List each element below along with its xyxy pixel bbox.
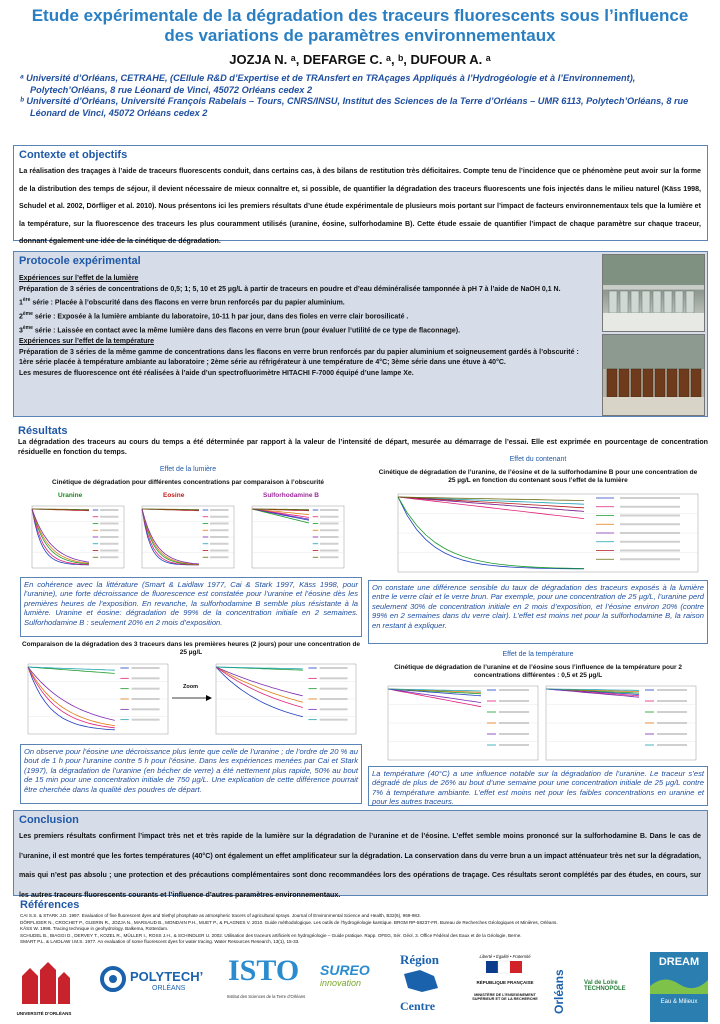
isto-logo: [222, 954, 310, 1022]
legend-label-placeholder: [210, 543, 228, 545]
orleans-logo: [548, 956, 578, 1018]
legend-label-placeholder: [132, 698, 160, 700]
protocole-sub-lumiere: Expériences sur l’effet de la lumière: [19, 275, 139, 282]
legend-label-placeholder: [100, 550, 118, 552]
sureo-sub: innovation: [320, 978, 362, 988]
legend-label-placeholder: [100, 523, 118, 525]
legend-label-placeholder: [132, 708, 160, 710]
legend-label-placeholder: [620, 541, 680, 543]
univ-orleans-logo: [14, 958, 74, 1018]
temperature-text: La température (40°C) a une influence notable sur la dégradation de l’uranine. Le traceur s’est dégradé de plus de 26% au bout d’une semaine pour une concentration initiale de 25 µg/L contre 7% à température ambiante. L’effet est moins net pour les faibles concentrations en uranine et pour les autres traceurs.: [368, 766, 708, 806]
lumiere-heading: Effet de la lumière: [159, 466, 217, 473]
protocole-serie-1: [19, 295, 594, 309]
legend-label-placeholder: [620, 550, 680, 552]
contenant-caption: Cinétique de dégradation de l’uranine, de l’éosine et de la sulforhodamine B pour une concentration de 25 µg/L en fonction du contenant sous l’effet de la lumière: [378, 469, 698, 484]
polytech-sub: ORLÉANS: [152, 985, 186, 992]
photo-flasks-light: [602, 254, 705, 332]
legend-label-placeholder: [100, 536, 118, 538]
serie-1-text: série : Placée à l’obscurité dans des flacons en verre brun renforcés par du papier aluminium.: [30, 299, 345, 307]
legend-label-placeholder: [320, 708, 348, 710]
polytech-logo: [100, 966, 210, 1006]
legend-label-placeholder: [320, 550, 338, 552]
legend-label-placeholder: [620, 497, 680, 499]
zoom-label: Zoom: [183, 684, 198, 690]
resultats-heading: Résultats: [18, 425, 68, 437]
protocole-line-1: Préparation de 3 séries de concentrations de 0,5; 1; 5, 10 et 25 µg/L à partir de traceurs en poudre et d’eau déminéralisée tamponnée à pH 7 à l’aide de NaOH 0,1 N.: [19, 285, 561, 293]
photo-flasks-brown-graphic: [603, 335, 704, 415]
region-sub: Centre: [400, 999, 436, 1013]
region-name: Région: [400, 952, 439, 967]
lumiere-plots: [18, 502, 363, 574]
legend-label-placeholder: [620, 523, 680, 525]
contexte-text: La réalisation des traçages à l’aide de traceurs fluorescents conduit, dans certains cas, à des bilans de restitution très déficitaires. Compte tenu de l’incidence que ce phénomène peut avoir sur la forme de la distribution des temps de séjour, il devient nécessaire de mieux connaître et, si possible, de quantifier la dégradation des traceurs fluorescents une fois injectés dans le milieu naturel (Käss 1998, Schudel et al. 2002, Dörfliger et al. 2010). Nous présentons ici les premiers résultats d’une étude expérimentale de plusieurs mois portant sur l’impact de facteurs environnementaux tels que la lumière et la température, sur la fluorescence des traceurs les plus couramment utilisés (uranine, éosine, sulforhodamine B). Cette étude essaie de quantifier l’impact de chaque paramètre sur chaque traceur, donnant également une idée de la cinétique de dégradation.: [19, 167, 701, 245]
contenant-plots: [380, 492, 702, 576]
legend-label-placeholder: [210, 536, 228, 538]
comparison-caption: Comparaison de la dégradation des 3 traceurs dans les premières heures (2 jours) pour une concentration de 25 µg/L: [21, 641, 361, 656]
contenant-text: On constate une différence sensible du taux de dégradation des traceurs exposés à la lumière entre le verre clair et le verre brun. Par exemple, pour une concentration de 25 µg/L, l’uranine perd seulement 30% de concentration initiale en 2 mois d’exposition, et l’éosine environ 20% (contre 99% en 2 semaines dans du verre clair). L’effet est moins net pour la sulforhodamine B, la raison en restant à expliquer.: [368, 580, 708, 644]
region-centre-map: [400, 968, 440, 994]
affiliations: [14, 73, 710, 119]
dream-name: DREAM: [658, 956, 700, 968]
lumiere-text: En cohérence avec la littérature (Smart & Laidlaw 1977, Cai & Stark 1997, Käss 1998, pour l’uranine), une forte décroissance de fluorescence est constatée pour l’uranine et l’éosine dès les premières heures de l’exposition. En revanche, la sulforhodamine B semble plus résistante à la lumière. Uranine et éosine: dégradation de 99% de la concentration initiale en 2 semaines. Sulforhodamine B : seulement 20% en 2 mois d’exposition.: [20, 577, 362, 637]
dream-wave: [650, 968, 708, 994]
legend-label-placeholder: [657, 744, 687, 746]
legend-label-placeholder: [320, 516, 338, 518]
reference-item: KÄSS W. 1998. Tracing technique in geohydrology. Balkema, Rotterdam.: [20, 926, 169, 932]
legend-label-placeholder: [100, 543, 118, 545]
protocole-line-3: Les mesures de fluorescence ont été réalisées à l’aide d’un spectrofluorimètre HITACHI F-7000 équipé d’une lampe Xe.: [19, 369, 414, 377]
references-heading: Références: [20, 899, 80, 911]
legend-label-placeholder: [320, 688, 348, 690]
legend-label-placeholder: [320, 509, 338, 511]
legend-label-placeholder: [657, 700, 687, 702]
serie-2-sup: ème: [22, 311, 33, 318]
legend-label-placeholder: [320, 536, 338, 538]
references-list: [20, 913, 710, 946]
rf-motto: Liberté • Égalité • Fraternité: [479, 954, 531, 959]
isto-sub: Institut des Sciences de la Terre d’Orléans: [226, 994, 306, 999]
region-centre-logo: [400, 952, 456, 1022]
protocole-sub-temperature: Expériences sur l’effet de la température: [19, 337, 154, 345]
section-contexte: [13, 145, 708, 245]
lumiere-caption: Cinétique de dégradation pour différentes concentrations par comparaison à l’obscurité: [52, 479, 324, 486]
resultats-intro: La dégradation des traceurs au cours du temps a été déterminée par rapport à la valeur de l’intensité de départ, mesurée au démarrage de l’essai. Elle est exprimée en pourcentage de concentration résiduelle en fonction du temps.: [18, 438, 708, 456]
serie-3-num: 3: [19, 327, 23, 335]
reference-item: SMART P.L. & LAIDLAW I.M.S. 1977. An evaluation of some fluorescent dyes for water tracing. Water Resources Research, 13(1), 15-33.: [20, 939, 300, 945]
legend-label-placeholder: [320, 677, 348, 679]
authors: JOZJA N. ᵃ, DEFARGE C. ᵃ, ᵇ, DUFOUR A. ᵃ: [229, 52, 491, 67]
legend-label-placeholder: [100, 556, 118, 558]
legend-label-placeholder: [499, 744, 529, 746]
protocole-serie-2: [19, 309, 594, 323]
affiliation-b: ᵇ Université d’Orléans, Université François Rabelais – Tours, CNRS/INSU, Institut des Sciences de la Terre d’Orléans – UMR 6113, Polytech’Orléans, 8 rue Léonard de Vinci, 45072 Orléans cedex 2: [20, 96, 689, 118]
isto-name: ISTO: [228, 954, 300, 987]
temperature-caption: Cinétique de dégradation de l’uranine et de l’éosine sous l’influence de la température pour 2 concentrations différentes : 0,5 et 25 µg/L: [394, 664, 682, 679]
protocole-text: [19, 274, 594, 379]
section-protocole: [13, 251, 708, 417]
legend-label-placeholder: [132, 719, 160, 721]
logo-bar: [0, 952, 720, 1024]
legend-label-placeholder: [320, 667, 348, 669]
section-conclusion: [13, 810, 708, 899]
legend-label-placeholder: [499, 700, 529, 702]
legend-label-placeholder: [100, 516, 118, 518]
reference-item: SCHUDEL B., BIAGGI D., DERVEY T., KOZEL R., MÜLLER I., ROSS J.H., & SCHINDLER U. 2002. Utilisation des traceurs artificiels en hydrogéologie – Guide pratique. Rapp. OFEG, Sér. Géol. 3. Office Fédéral des Eaux et de la Géologie, Berne.: [20, 932, 522, 938]
affiliation-a: ᵃ Université d’Orléans, CETRAHE, (CEllule R&D d’Expertise et de TRAnsfert en TRAçages Appliqués à l’Hydrogéologie et à l’Environnement), Polytech’Orléans, 8 rue Léonard de Vinci, 45072 Orléans cedex 2: [20, 73, 636, 95]
conclusion-text: Les premiers résultats confirment l’impact très net et très rapide de la lumière sur la dégradation de l’uranine et de l’éosine. L’effet semble moins prononcé sur la sulforhodamine B. Dans le cas de l’uranine, il est montré que les fortes températures (40°C) ont également un effet amplificateur sur la dégradation. La conservation dans du verre brun a un impact atténuateur très net sur la dégradation, mais qui n’est pas absolu ; une protection et des précautions complémentaires sont donc recommandées lors des opérations de traçage. Ces résultats seront complétés par des études, en cours, sur les autres traceurs fluorescents courants et l’influence d’autres paramètres environnementaux.: [19, 832, 701, 899]
legend-label-placeholder: [210, 529, 228, 531]
sureo-logo: [320, 962, 386, 1012]
poster-title: Etude expérimentale de la dégradation des traceurs fluorescents sous l’influence des variations de paramètres environnementaux: [31, 6, 689, 45]
tracer-label-uranine: Uranine: [58, 492, 83, 499]
serie-2-num: 2: [19, 313, 23, 321]
legend-label-placeholder: [320, 543, 338, 545]
legend-label-placeholder: [620, 532, 680, 534]
valdeloire-name: Val de Loire TECHNOPOLE: [584, 980, 626, 992]
tracer-label-sulfo: Sulforhodamine B: [263, 492, 319, 499]
temperature-heading: Effet de la température: [502, 651, 574, 658]
serie-3-text: série : Laissée en contact avec la même lumière dans des flacons en verre brun (pour évaluer l’utilité de ce type de flaconnage).: [32, 327, 461, 335]
legend-label-placeholder: [499, 689, 529, 691]
legend-label-placeholder: [100, 529, 118, 531]
republique-francaise-logo: [470, 954, 540, 1022]
photo-flasks-light-graphic: [603, 255, 704, 331]
reference-item: DÖRFLIGER N., CROCHET P., GUERIN R., JOZJA N., MARSAUD B., MONDAIN P.H., MUET P., & PLAGNES V. 2010. Guide méthodologique. Les outils de l’hydrogéologie karstique. BRGM RP-58237-FR. Bureau de Recherches Géologiques et Minières, Orléans.: [20, 919, 558, 925]
legend-label-placeholder: [132, 677, 160, 679]
legend-label-placeholder: [320, 529, 338, 531]
legend-label-placeholder: [210, 523, 228, 525]
legend-label-placeholder: [210, 556, 228, 558]
polytech-name: POLYTECH’: [130, 969, 204, 984]
legend-label-placeholder: [132, 667, 160, 669]
temperature-plots: [380, 684, 702, 764]
dream-logo: [650, 952, 708, 1022]
legend-label-placeholder: [210, 509, 228, 511]
legend-label-placeholder: [499, 722, 529, 724]
legend-label-placeholder: [320, 698, 348, 700]
protocole-line-2: Préparation de 3 séries de la même gamme de concentrations dans les flacons en verre brun renforcés par du papier aluminium et soigneusement gardés à l’obscurité : 1ère série placée à température ambiante au laboratoire ; 2ème série au réfrigérateur à une température de 4°C; 3ème série dans une étuve à 40°C.: [19, 348, 579, 367]
legend-label-placeholder: [620, 506, 680, 508]
rf-flag: [470, 959, 540, 975]
legend-label-placeholder: [210, 516, 228, 518]
legend-label-placeholder: [657, 733, 687, 735]
serie-1-num: 1: [19, 299, 23, 307]
protocole-serie-3: [19, 323, 594, 337]
legend-label-placeholder: [499, 733, 529, 735]
conclusion-heading: Conclusion: [19, 814, 79, 826]
univ-orleans-name: UNIVERSITÉ D’ORLÉANS: [16, 1011, 72, 1016]
legend-label-placeholder: [320, 523, 338, 525]
legend-label-placeholder: [657, 689, 687, 691]
reference-item: CAI S.S. & STARK J.D. 1997. Evaluation of five fluorescent dyes and triethyl phosphate as atmospheric tracers of agricultural sprays. Journal of Environmental Science and Health, B32(6), 969-983.: [20, 913, 421, 918]
orleans-name: Orléans: [552, 969, 566, 1014]
ministere-name: MINISTÈRE DE L’ENSEIGNEMENT SUPÉRIEUR ET DE LA RECHERCHE: [472, 993, 538, 1001]
legend-label-placeholder: [620, 558, 680, 560]
tracer-label-eosine: Eosine: [163, 492, 185, 499]
zoom-arrowhead: [206, 695, 212, 701]
protocole-heading: Protocole expérimental: [19, 255, 141, 267]
sureo-name: SUREO: [320, 962, 370, 978]
legend-label-placeholder: [499, 711, 529, 713]
legend-label-placeholder: [320, 719, 348, 721]
contexte-heading: Contexte et objectifs: [19, 149, 128, 161]
rf-name: RÉPUBLIQUE FRANÇAISE: [476, 980, 534, 985]
comparison-plots: [20, 660, 365, 740]
legend-label-placeholder: [657, 711, 687, 713]
legend-label-placeholder: [132, 688, 160, 690]
serie-2-text: série : Exposée à la lumière ambiante du laboratoire, 10-11 h par jour, dans des fioles en verre clair borosilicaté .: [32, 313, 409, 321]
serie-1-sup: ère: [22, 297, 31, 304]
legend-label-placeholder: [210, 550, 228, 552]
valdeloire-logo: [584, 980, 644, 1004]
legend-label-placeholder: [320, 556, 338, 558]
serie-3-sup: ème: [22, 325, 33, 332]
univ-orleans-logo-graphic: [14, 958, 74, 1006]
legend-label-placeholder: [657, 722, 687, 724]
legend-label-placeholder: [100, 509, 118, 511]
polytech-logo-mark: [100, 966, 126, 992]
comparison-text: On observe pour l’éosine une décroissance plus lente que celle de l’uranine ; de l’ordre de 20 % au bout de 1 h pour l’uranine contre 5 h pour l’éosine. Dans les expériences menées par Cai et Stark (1997), la dégradation de l’uranine (en bécher de verre) a été nettement plus rapide, 50% au bout de 15 min pour une concentration initiale de 750 µg/L. Une explication de cette différence pourrait être cherchée dans la qualité des poudres de départ.: [20, 744, 362, 804]
photo-flasks-brown: [602, 334, 705, 416]
legend-label-placeholder: [620, 515, 680, 517]
dream-sub: Eau & Milieux: [660, 999, 698, 1005]
contenant-heading: Effet du contenant: [509, 456, 567, 463]
